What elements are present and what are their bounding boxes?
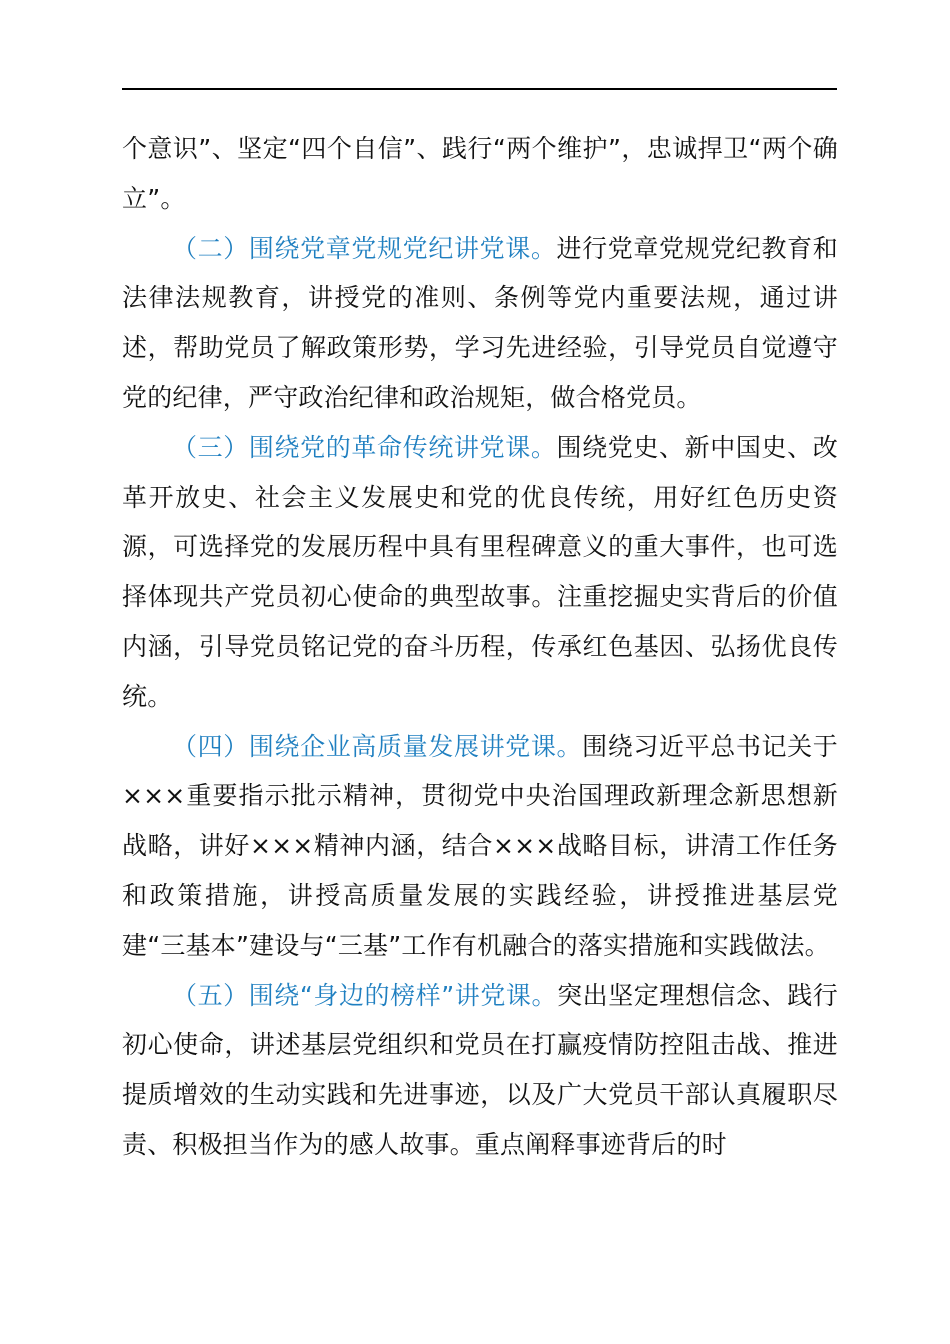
section-heading: （五）围绕“身边的榜样”讲党课。 (172, 980, 558, 1010)
paragraph-section-2 (122, 224, 838, 423)
paragraph-continued (122, 124, 838, 224)
paragraph-text: 进行党章党规党纪教育和法律法规教育，讲授党的准则、条例等党内重要法规，通过讲述，帮助党员了解政策形势，学习先进经验，引导党员自觉遵守党的纪律，严守政治纪律和政治规矩，做合格党员。 (122, 233, 838, 412)
paragraph-text: 围绕习近平总书记关于×××重要指示批示精神，贯彻党中央治国理政新理念新思想新战略，讲好×××精神内涵，结合×××战略目标，讲清工作任务和政策措施，讲授高质量发展的实践经验，讲授推进基层党建“三基本”建设与“三基”工作有机融合的落实措施和实践做法。 (122, 731, 838, 960)
paragraph-text: 围绕党史、新中国史、改革开放史、社会主义发展史和党的优良传统，用好红色历史资源，可选择党的发展历程中具有里程碑意义的重大事件，也可选择体现共产党员初心使命的典型故事。注重挖掘史实背后的价值内涵，引导党员铭记党的奋斗历程，传承红色基因、弘扬优良传统。 (122, 432, 838, 711)
header-rule (122, 88, 837, 90)
section-heading: （四）围绕企业高质量发展讲党课。 (172, 731, 583, 761)
paragraph-section-4 (122, 722, 838, 971)
paragraph-section-5 (122, 971, 838, 1170)
paragraph-section-3 (122, 423, 838, 722)
document-body (122, 124, 838, 1170)
paragraph-text: 突出坚定理想信念、践行初心使命，讲述基层党组织和党员在打赢疫情防控阻击战、推进提质增效的生动实践和先进事迹，以及广大党员干部认真履职尽责、积极担当作为的感人故事。重点阐释事迹背后的时 (122, 980, 839, 1159)
section-heading: （三）围绕党的革命传统讲党课。 (172, 432, 557, 462)
section-heading: （二）围绕党章党规党纪讲党课。 (172, 233, 557, 263)
paragraph-text: 个意识”、坚定“四个自信”、践行“两个维护”，忠诚捍卫“两个确立”。 (122, 134, 838, 213)
